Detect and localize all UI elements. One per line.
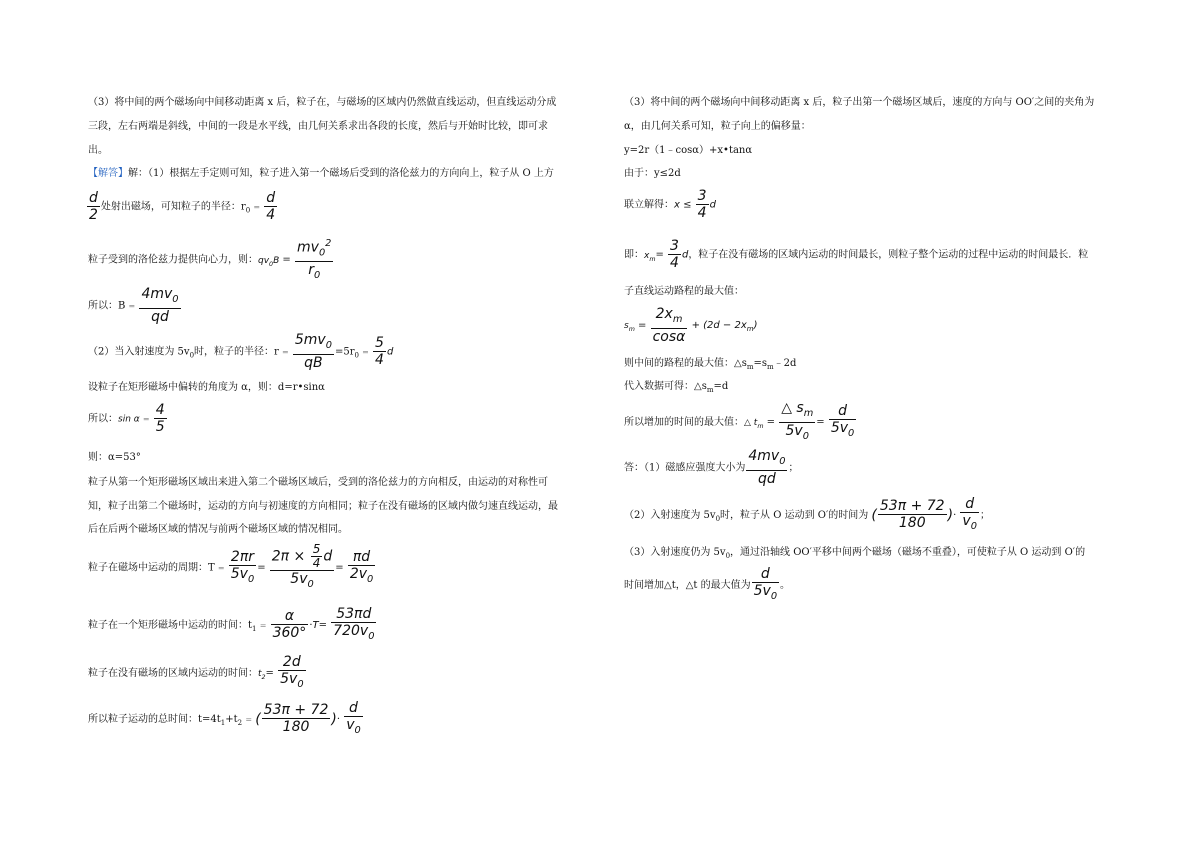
- answer3-line2: 时间增加△t，△t 的最大值为 $\frac{d}{5v_0}$ 。: [624, 566, 791, 602]
- answer3-line1: （3）入射速度仍为 $5v_0$，通过沿轴线 OO′平移中间两个磁场（磁场不重叠），可使粒子从 O 运动到 O′的: [624, 547, 1086, 560]
- delta-s-line: 则中间的路程的最大值：$\triangle s_m=s_m﹣2d$: [624, 358, 797, 371]
- t2-line: 粒子在没有磁场的区域内运动的时间：$t_2=$ $\frac{2d}{5v_0}$: [88, 654, 304, 690]
- sm-intro: 子直线运动路程的最大值：: [624, 286, 744, 297]
- para-line1: 粒子从第一个矩形磁场区域出来进入第二个磁场区域后，受到的洛伦兹力的方向相反，由运动的对称性可: [88, 477, 548, 488]
- sub-data-line: 代入数据可得：$\triangle s_m=d$: [624, 381, 729, 394]
- set-angle-line: 设粒子在矩形磁场中偏转的角度为 α，则：d=r•sinα: [88, 382, 325, 393]
- right-p3-line1: （3）将中间的两个磁场向中间移动距离 x 后，粒子出第一个磁场区域后，速度的方向与 OO′之间的夹角为: [624, 97, 1095, 108]
- sin-line: 所以：sin α = $\frac{4}{5}$: [88, 402, 165, 435]
- part2-radius-line: （2）当入射速度为 $5v_0$时，粒子的半径：r = $\frac{5mv_0}{qB}$ $=5r_0$ = $\frac{5}{4}$ d: [88, 332, 394, 371]
- answer2-line: （2）入射速度为 $5v_0$时，粒子从 O 运动到 O′的时间为 ( $\frac{53\pi + 72}{180}$ )· $\frac{d}{v_0}$ ；: [624, 496, 990, 532]
- total-time-line: 所以粒子运动的总时间：$t=4t_1+t_2$ = ( $\frac{53\pi + 72}{180}$ )· $\frac{d}{v_0}$: [88, 700, 361, 736]
- exit-radius-line: $\frac{d}{2}$ 处射出磁场，可知粒子的半径：$r_0$ = $\frac{d}{4}$: [89, 190, 276, 223]
- y-condition: 由于：y≤2d: [624, 168, 681, 179]
- alpha-line: 则：α=53°: [88, 452, 141, 463]
- lorentz-line: 粒子受到的洛伦兹力提供向心力，则：$qv_0B$ = $\frac{mv_0^2}{r_0}$: [88, 238, 332, 282]
- sm-formula: $s_m$ = $\frac{2x_m}{\cos\alpha}$ + $(2d - 2x_m)$: [624, 306, 758, 345]
- para-line3: 后在后两个磁场区域的情况与前两个磁场区域的情况相同。: [88, 524, 348, 535]
- left-p3-line2: 三段，左右两端是斜线，中间的一段是水平线，由几何关系求出各段的长度，然后与开始时比较，即可求: [88, 121, 548, 132]
- answer1-line: 答：（1）磁感应强度大小为 $\frac{4mv_0}{qd}$ ；: [624, 448, 799, 487]
- t1-line: 粒子在一个矩形磁场中运动的时间：$t_1$ = $\frac{\alpha}{360^\circ}$ ·T= $\frac{53\pi d}{720v_0}$: [88, 606, 375, 642]
- para-line2: 知，粒子出第二个磁场时，运动的方向与初速度的方向相同；粒子在没有磁场的区域内做匀速直线运动，最: [88, 501, 558, 512]
- period-line: 粒子在磁场中运动的周期：T = $\frac{2\pi r}{5v_0}$ = 2π × $\frac{5}{4}$ d $5v_0$ = $\frac{\pi d}{2v_0}$: [88, 542, 374, 590]
- y-equation: y=2r（1﹣cosα）+x•tanα: [624, 145, 753, 156]
- right-p3-line2: α，由几何关系可知，粒子向上的偏移量：: [624, 121, 811, 132]
- left-p3-line1: （3）将中间的两个磁场向中间移动距离 x 后，粒子在，与磁场的区域内仍然做直线运动，但直线运动分成: [88, 97, 557, 108]
- left-p3-line3: 出。: [88, 145, 108, 156]
- max-time-line: 所以增加的时间的最大值：△ $t_m$ = $\frac{\triangle s_m}{5v_0}$ = $\frac{d}{5v_0}$: [624, 400, 855, 442]
- solution-line: 【解答】解：（1）根据左手定则可知，粒子进入第一个磁场后受到的洛伦兹力的方向向上，粒子从 O 上方: [88, 168, 554, 179]
- answer-tag: 【解答】: [88, 168, 128, 179]
- xm-line: 即：$x_m=$ $\frac{3}{4}$ d，粒子在没有磁场的区域内运动的时间最长，则粒子整个运动的过程中运动的时间最长．粒: [624, 238, 1089, 271]
- b-result-line: 所以：B = $\frac{4mv_0}{qd}$: [88, 286, 179, 325]
- solve-line: 联立解得：x ≤ $\frac{3}{4}$ d: [624, 188, 716, 221]
